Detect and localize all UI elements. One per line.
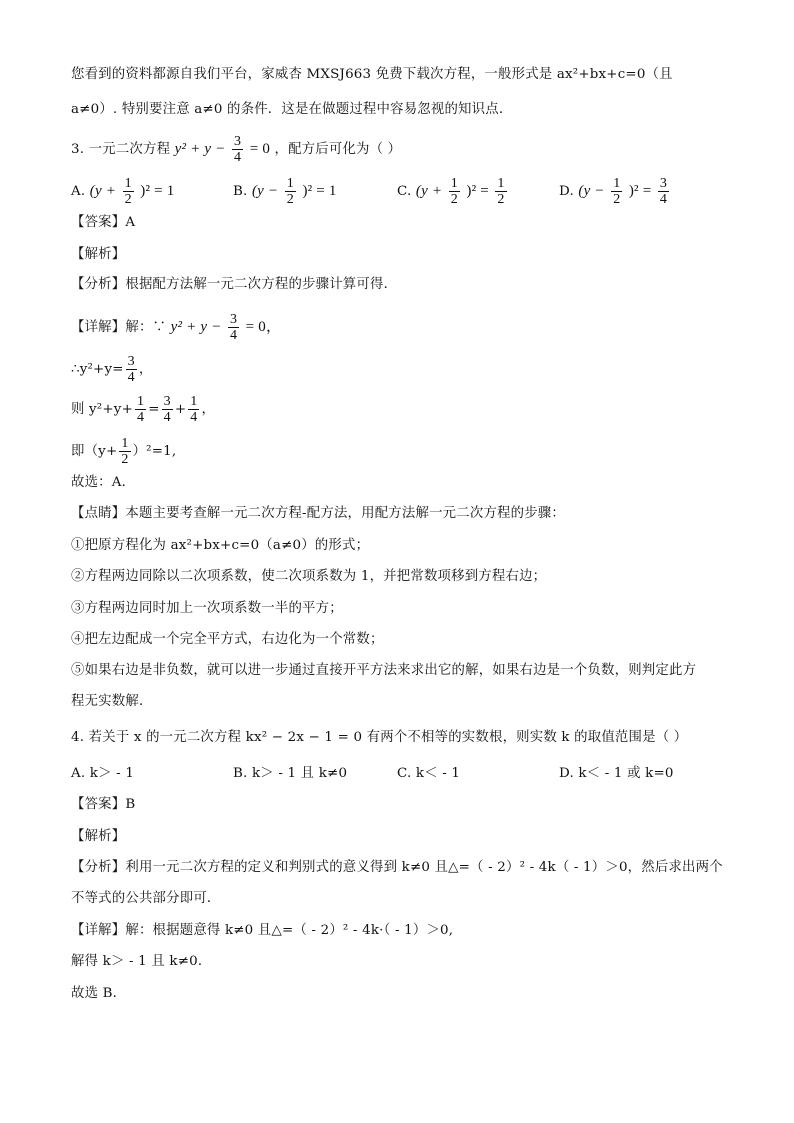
option-letter: A. (71, 184, 86, 199)
q3-method-step-3: ③方程两边同时加上一次项系数一半的平方； (71, 601, 343, 616)
option-post: )² = (628, 183, 652, 199)
step-pre: 即（y+ (71, 444, 118, 459)
step-pre: ∴y²+y= (71, 362, 124, 377)
q3-step-3 (71, 436, 176, 467)
q3-option-c (397, 176, 509, 207)
q4-option-b: B. k＞ - 1 且 k≠0 (233, 766, 348, 781)
q3-prefix: 3. 一元二次方程 (71, 142, 171, 157)
q3-method-step-4: ④把左边配成一个完全平方式，右边化为一个常数； (71, 632, 384, 647)
frac-num: 1 (613, 176, 621, 191)
q3-choose: 故选：A． (71, 475, 136, 490)
frac-den: 4 (659, 192, 668, 207)
frac-den: 4 (137, 410, 145, 425)
step-post: ， (201, 402, 216, 417)
frac-num: 1 (450, 176, 458, 191)
frac-den: 2 (497, 192, 505, 207)
q3-suffix: ，配方后可化为（ ） (274, 142, 402, 157)
q3-fraction (232, 134, 243, 165)
frac-num: 1 (190, 394, 198, 409)
option-post: )² = 1 (302, 183, 337, 199)
q3-equation-pre: y² + y − (174, 141, 226, 157)
frac-den: 4 (127, 370, 135, 385)
frac-num: 3 (163, 394, 171, 409)
q3-method-step-1: ①把原方程化为 ax²+bx+c=0（a≠0）的形式； (71, 538, 370, 553)
step-plus: + (174, 402, 187, 417)
option-pre: (y − (251, 183, 279, 199)
q4-option-d: D. k＜ - 1 或 k=0 (559, 766, 674, 781)
q4-analysis-line-2: 不等式的公共部分即可． (71, 891, 221, 906)
q3-answer: 【答案】A (71, 215, 136, 230)
frac-num: 3 (127, 354, 135, 369)
option-pre: (y + (415, 183, 443, 199)
frac-den: 4 (163, 410, 171, 425)
detail-post: = 0， (245, 319, 282, 335)
option-pre: (y − (578, 183, 605, 199)
q3-option-b (233, 176, 337, 207)
q3-equation-post: = 0 (249, 141, 271, 157)
q3-jiexi: 【解析】 (71, 247, 126, 262)
frac-num: 3 (230, 312, 238, 327)
option-letter: D. (559, 184, 574, 199)
frac-num: 1 (137, 394, 145, 409)
q4-detail: 【详解】解：根据题意得 k≠0 且△=（ - 2）² - 4k·（ - 1）＞0, (71, 923, 454, 938)
q4-jiexi: 【解析】 (71, 829, 126, 844)
q3-frac-num: 3 (234, 134, 242, 149)
q4-option-c: C. k＜ - 1 (397, 766, 461, 781)
q4-option-a: A. k＞ - 1 (71, 766, 135, 781)
q4-result: 解得 k＞ - 1 且 k≠0． (71, 954, 212, 969)
q4-choose: 故选 B． (71, 986, 127, 1001)
q4-stem: 4. 若关于 x 的一元二次方程 kx² − 2x − 1 = 0 有两个不相等的实数根，则实数 k 的取值范围是（ ） (71, 730, 688, 745)
frac-den: 2 (286, 192, 294, 207)
intro-line-1: 您看到的资料都源自我们平台，家威杏 MXSJ663 免费下载次方程，一般形式是 ax²+bx+c=0（且 (71, 67, 673, 82)
q3-comment: 【点睛】本题主要考查解一元二次方程-配方法，用配方法解一元二次方程的步骤： (71, 506, 565, 521)
frac-den: 4 (230, 328, 238, 343)
frac-num: 1 (121, 436, 129, 451)
option-post: )² = 1 (140, 183, 175, 199)
frac-num: 1 (124, 176, 132, 191)
frac-num: 1 (497, 176, 505, 191)
frac-den: 2 (121, 452, 129, 467)
q3-analysis: 【分析】根据配方法解一元二次方程的步骤计算可得． (71, 277, 398, 292)
q3-method-step-2: ②方程两边同除以二次项系数，使二次项系数为 1，并把常数项移到方程右边； (71, 569, 547, 584)
q3-step-1 (71, 354, 152, 385)
option-letter: C. (397, 184, 412, 199)
frac-den: 2 (124, 192, 132, 207)
q4-analysis-line-1: 【分析】利用一元二次方程的定义和判别式的意义得到 k≠0 且△=（ - 2）² - 4k（ - 1）＞0，然后求出两个 (71, 860, 723, 875)
frac-num: 1 (286, 176, 294, 191)
option-pre: (y + (89, 183, 117, 199)
frac-den: 2 (450, 192, 458, 207)
q3-stem (71, 134, 401, 165)
q3-frac-den: 4 (234, 150, 242, 165)
q3-option-a (71, 176, 174, 207)
step-pre: 则 y²+y+ (71, 402, 133, 417)
q3-method-step-5: ⑤如果右边是非负数，就可以进一步通过直接开平方法来求出它的解，如果右边是一个负数，则判定此方 (71, 663, 697, 678)
intro-line-2: a≠0）. 特别要注意 a≠0 的条件．这是在做题过程中容易忽视的知识点． (71, 102, 513, 117)
q3-option-d (559, 176, 671, 207)
q3-method-step-5-tail: 程无实数解． (71, 694, 153, 709)
step-equals: = (148, 402, 160, 417)
option-letter: B. (233, 184, 248, 199)
detail-eq: y² + y − (170, 319, 222, 335)
q3-step-2 (71, 394, 215, 425)
step-post: ）²=1, (132, 444, 177, 459)
detail-pre: 【详解】解：∵ (71, 320, 167, 335)
q3-detail (71, 312, 281, 343)
frac-den: 4 (190, 410, 198, 425)
frac-den: 2 (613, 192, 621, 207)
step-post: ， (138, 362, 153, 377)
option-post: )² = (466, 183, 489, 199)
frac-num: 3 (659, 176, 668, 191)
q4-answer: 【答案】B (71, 797, 136, 812)
